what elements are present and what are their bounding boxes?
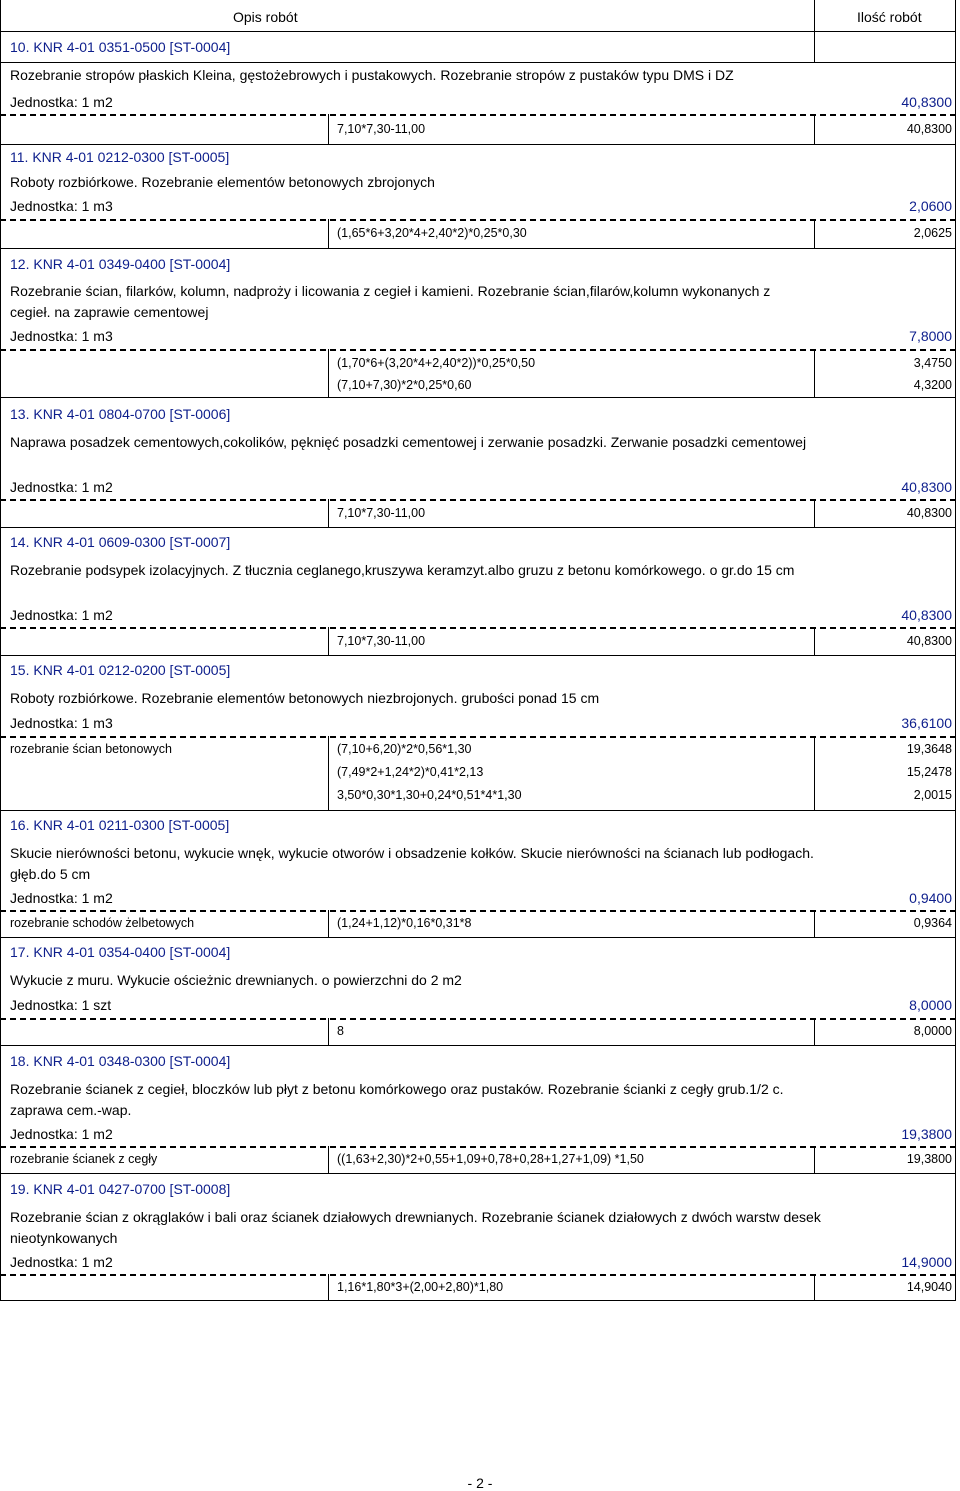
dashed-separator xyxy=(0,499,956,501)
table-left-border xyxy=(0,0,1,1300)
calc-formula: (7,10+7,30)*2*0,25*0,60 xyxy=(337,378,472,392)
item-unit: Jednostka: 1 m2 xyxy=(10,479,113,495)
calc-formula: (7,10+6,20)*2*0,56*1,30 xyxy=(337,742,472,756)
item-code: 13. KNR 4-01 0804-0700 [ST-0006] xyxy=(10,406,231,422)
calc-formula: ((1,63+2,30)*2+0,55+1,09+0,78+0,28+1,27+1,09) *1,50 xyxy=(337,1152,644,1166)
item-code: 17. KNR 4-01 0354-0400 [ST-0004] xyxy=(10,944,231,960)
cell-divider xyxy=(328,736,329,810)
calc-value: 0,9364 xyxy=(913,916,952,930)
cell-divider xyxy=(814,1146,815,1173)
table-right-border xyxy=(955,0,956,1300)
table-header-desc xyxy=(0,0,815,32)
item-unit: Jednostka: 1 m3 xyxy=(10,198,113,214)
dashed-separator xyxy=(0,349,956,351)
dashed-separator xyxy=(0,627,956,629)
item-total: 40,8300 xyxy=(901,479,952,495)
cell-divider xyxy=(328,1274,329,1300)
item-code: 15. KNR 4-01 0212-0200 [ST-0005] xyxy=(10,662,231,678)
item-description: Wykucie z muru. Wykucie ościeżnic drewnianych. o powierzchni do 2 m2 xyxy=(10,972,462,988)
table-header-qty xyxy=(814,0,956,32)
row-divider xyxy=(0,62,956,63)
dashed-separator xyxy=(0,1274,956,1276)
cell-divider xyxy=(328,910,329,937)
item-unit: Jednostka: 1 szt xyxy=(10,997,112,1013)
calc-value: 40,8300 xyxy=(906,634,952,648)
item-description: Roboty rozbiórkowe. Rozebranie elementów betonowych zbrojonych xyxy=(10,174,435,190)
page-number: - 2 - xyxy=(467,1475,493,1491)
row-divider xyxy=(0,1045,956,1046)
item-total: 14,9000 xyxy=(901,1254,952,1270)
item-description: Roboty rozbiórkowe. Rozebranie elementów betonowych niezbrojonych. grubości ponad 15 cm xyxy=(10,690,600,706)
item-total: 2,0600 xyxy=(909,198,952,214)
calc-value: 4,3200 xyxy=(913,378,952,392)
item-description: Naprawa posadzek cementowych,cokolików, pęknięć posadzki cementowej i zerwanie posadzki. Zerwanie posadzki cementowej xyxy=(10,434,807,450)
cell-divider xyxy=(814,219,815,248)
calc-value: 14,9040 xyxy=(906,1280,952,1294)
item-total: 8,0000 xyxy=(909,997,952,1013)
row-divider xyxy=(0,397,956,398)
item-code: 10. KNR 4-01 0351-0500 [ST-0004] xyxy=(10,39,231,55)
cell-divider xyxy=(328,114,329,144)
calc-value: 40,8300 xyxy=(906,506,952,520)
calc-label: rozebranie ścian betonowych xyxy=(10,742,172,756)
calc-value: 8,0000 xyxy=(913,1024,952,1038)
item-total: 40,8300 xyxy=(901,94,952,110)
row-divider xyxy=(0,144,956,145)
calc-value: 15,2478 xyxy=(906,765,952,779)
calc-value: 2,0625 xyxy=(913,226,952,240)
item-code: 18. KNR 4-01 0348-0300 [ST-0004] xyxy=(10,1053,231,1069)
item-unit: Jednostka: 1 m2 xyxy=(10,1126,113,1142)
item-total: 36,6100 xyxy=(901,715,952,731)
dashed-separator xyxy=(0,1146,956,1148)
item-description: Rozebranie ścian z okrąglaków i bali oraz ścianek działowych drewnianych. Rozebranie ścianek działowych z dwóch warstw desek nieotynkowanych xyxy=(10,1209,821,1246)
item-total: 40,8300 xyxy=(901,607,952,623)
item-code: 12. KNR 4-01 0349-0400 [ST-0004] xyxy=(10,256,231,272)
item-description: Rozebranie ścianek z cegieł, bloczków lub płyt z betonu komórkowego oraz pustaków. Rozebranie ścianki z cegły grub.1/2 c. zaprawa cem.-wap. xyxy=(10,1081,784,1118)
calc-formula: 7,10*7,30-11,00 xyxy=(337,634,426,648)
item-unit: Jednostka: 1 m2 xyxy=(10,890,113,906)
row-divider xyxy=(0,810,956,811)
col-qty-label: Ilość robót xyxy=(857,9,922,25)
item-code: 19. KNR 4-01 0427-0700 [ST-0008] xyxy=(10,1181,231,1197)
item-code: 14. KNR 4-01 0609-0300 [ST-0007] xyxy=(10,534,231,550)
col-desc-label: Opis robót xyxy=(233,9,298,25)
item-code: 16. KNR 4-01 0211-0300 [ST-0005] xyxy=(10,817,230,833)
dashed-separator xyxy=(0,219,956,221)
dashed-separator xyxy=(0,910,956,912)
row-divider xyxy=(0,937,956,938)
item-unit: Jednostka: 1 m2 xyxy=(10,94,113,110)
cell-divider xyxy=(814,499,815,527)
calc-formula: 3,50*0,30*1,30+0,24*0,51*4*1,30 xyxy=(337,788,522,802)
cell-divider xyxy=(814,1274,815,1300)
calc-value: 19,3800 xyxy=(906,1152,952,1166)
row-divider xyxy=(0,655,956,656)
cell-divider xyxy=(328,1018,329,1045)
calc-value: 3,4750 xyxy=(913,356,952,370)
table-bottom-border xyxy=(0,1300,956,1301)
cell-divider xyxy=(814,627,815,655)
calc-formula: (1,70*6+(3,20*4+2,40*2))*0,25*0,50 xyxy=(337,356,536,370)
calc-formula: 8 xyxy=(337,1024,344,1038)
item-unit: Jednostka: 1 m3 xyxy=(10,328,113,344)
calc-value: 40,8300 xyxy=(906,122,952,136)
cell-divider xyxy=(328,627,329,655)
row-divider xyxy=(0,527,956,528)
item-total: 19,3800 xyxy=(901,1126,952,1142)
row-divider xyxy=(0,1173,956,1174)
item-description: Rozebranie podsypek izolacyjnych. Z tłucznia ceglanego,kruszywa keramzyt.albo gruzu z betonu komórkowego. o gr.do 15 cm xyxy=(10,562,795,578)
item-description: Skucie nierówności betonu, wykucie wnęk, wykucie otworów i obsadzenie kołków. Skucie nierówności na ścianach lub podłogach. głęb.do 5 cm xyxy=(10,845,814,882)
item-unit: Jednostka: 1 m2 xyxy=(10,607,113,623)
cell-divider xyxy=(814,736,815,810)
cell-divider xyxy=(328,499,329,527)
calc-formula: (1,24+1,12)*0,16*0,31*8 xyxy=(337,916,472,930)
calc-value: 19,3648 xyxy=(906,742,952,756)
calc-value: 2,0015 xyxy=(913,788,952,802)
item-description: Rozebranie stropów płaskich Kleina, gęstożebrowych i pustakowych. Rozebranie stropów z pustaków typu DMS i DZ xyxy=(10,67,734,83)
cell-divider xyxy=(814,114,815,144)
calc-formula: 7,10*7,30-11,00 xyxy=(337,122,426,136)
item-description: Rozebranie ścian, filarków, kolumn, nadproży i licowania z cegieł i kamieni. Rozebranie ścian,filarów,kolumn wykonanych z cegieł. na zaprawie cementowej xyxy=(10,283,771,320)
calc-formula: (7,49*2+1,24*2)*0,41*2,13 xyxy=(337,765,484,779)
dashed-separator xyxy=(0,114,956,116)
item-unit: Jednostka: 1 m3 xyxy=(10,715,113,731)
cell-divider xyxy=(328,349,329,397)
calc-label: rozebranie ścianek z cegły xyxy=(10,1152,158,1166)
calc-formula: 7,10*7,30-11,00 xyxy=(337,506,426,520)
row-divider xyxy=(0,248,956,249)
dashed-separator xyxy=(0,1018,956,1020)
cell-divider xyxy=(328,1146,329,1173)
item-code: 11. KNR 4-01 0212-0300 [ST-0005] xyxy=(10,149,230,165)
cell-divider xyxy=(814,349,815,397)
cell-divider xyxy=(814,31,815,62)
calc-label: rozebranie schodów żelbetowych xyxy=(10,916,195,930)
calc-formula: 1,16*1,80*3+(2,00+2,80)*1,80 xyxy=(337,1280,504,1294)
item-unit: Jednostka: 1 m2 xyxy=(10,1254,113,1270)
dashed-separator xyxy=(0,736,956,738)
cell-divider xyxy=(814,1018,815,1045)
cell-divider xyxy=(328,219,329,248)
calc-formula: (1,65*6+3,20*4+2,40*2)*0,25*0,30 xyxy=(337,226,527,240)
cell-divider xyxy=(814,910,815,937)
item-total: 0,9400 xyxy=(909,890,952,906)
item-total: 7,8000 xyxy=(909,328,952,344)
